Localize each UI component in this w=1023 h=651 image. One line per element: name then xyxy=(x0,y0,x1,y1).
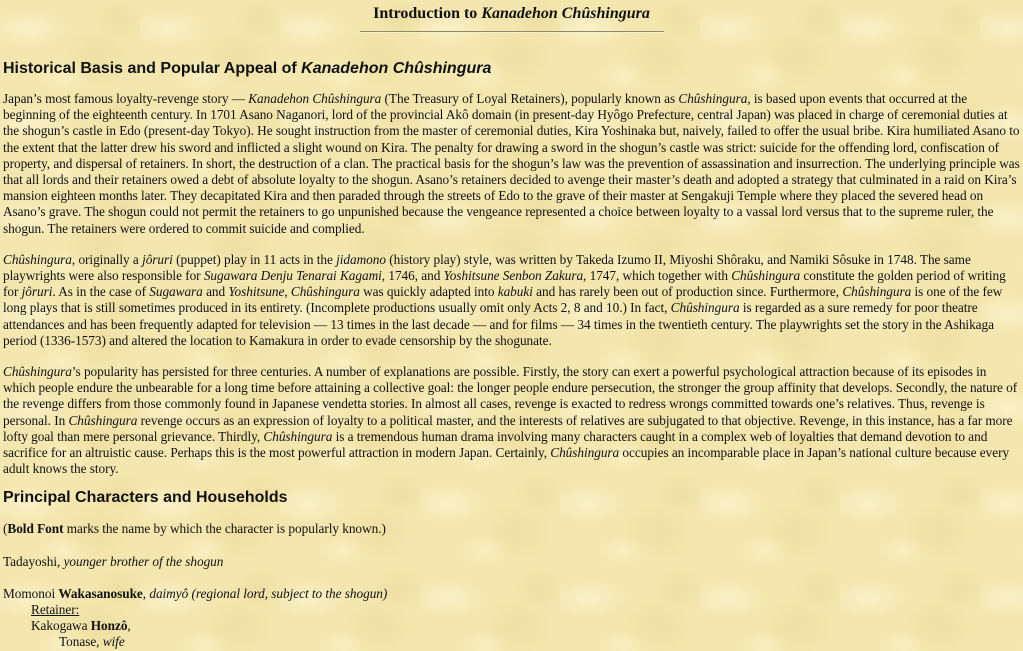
character-tonase: Tonase, wife xyxy=(59,634,125,650)
paragraph-historical-basis: Japan’s most famous loyalty-revenge story — Kanadehon Chûshingura (The Treasury of Loyal Retainers), popularly known as Chûshingura, is based upon events that occurred at the beginning of the eighteenth century. In 1701 Asano Naganori, lord of the provincial Akô domain (in present-day Hyôgo Prefecture, central Japan) was placed in charge of ceremonial duties at the shogun’s castle in Edo (present-day Tokyo). He sought instruction from the master of ceremonial duties, Kira Yoshinaka but, naively, failed to offer the usual bribe. Kira humiliated Asano to the extent that the latter drew his sword and inflicted a slight wound on Kira. The penalty for drawing a sword in the shogun’s castle was strict: suicide for the offending lord, confiscation of property, and dispersal of retainers. In short, the destruction of a clan. The practical basis for the shogun’s law was the prevention of assassination and insurrection. The underlying principle was that all lords and their retainers owed a debt of absolute loyalty to the shogun. Asano’s retainers decided to avenge their master’s death and adopted a strategy that culminated in a raid on Kira’s mansion eighteen months later. They decapitated Kira and then paraded through the streets of Edo to the grave of their master at Sengakuji Temple where they placed the severed head on Asano’s grave. The shogun could not permit the retainers to go unpunished because the vengeance represented a choice between loyalty to a vassal lord versus that to the supreme ruler, the shogun. The retainers were ordered to commit suicide and complied. xyxy=(3,91,1020,236)
bold-font-note: (Bold Font marks the name by which the character is popularly known.) xyxy=(3,521,386,537)
page-title-text: Introduction to xyxy=(373,5,482,22)
page-title-italic: Kanadehon Chûshingura xyxy=(481,5,650,22)
paragraph-popularity: Chûshingura’s popularity has persisted for three centuries. A number of explanations are possible. Firstly, the story can exert a powerful psychological attraction because of its episodes in which people endure the unbearable for a long time before attaining a collective goal: the longer people endure persecution, the stronger the group affinity that develops. Secondly, the nature of the revenge differs from those commonly found in Japanese vendetta stories. In almost all cases, revenge is exacted to redress wrongs committed towards one’s relatives. Thus, revenge is personal. In Chûshingura revenge occurs as an expression of loyalty to a political master, and the interests of relatives are subjugated to that objective. Revenge, in this instance, has a far more lofty goal than mere personal grievance. Thirdly, Chûshingura is a tremendous human drama involving many characters caught in a complex web of loyalties that demand devotion to and sacrifice for an altruistic cause. Perhaps this is the most powerful attraction in modern Japan. Certainly, Chûshingura occupies an incomparable place in Japan’s national culture because every adult knows the story. xyxy=(3,364,1018,477)
character-momonoi: Momonoi Wakasanosuke, daimyô (regional lord, subject to the shogun) xyxy=(3,585,388,601)
heading-italic: Kanadehon Chûshingura xyxy=(301,60,492,77)
household-momonoi xyxy=(3,586,1020,651)
character-tadayoshi: Tadayoshi, younger brother of the shogun xyxy=(3,553,224,569)
character-honzo: Kakogawa Honzô, xyxy=(31,618,131,634)
title-divider xyxy=(360,31,664,33)
retainer-label: Retainer: xyxy=(31,602,80,618)
paragraph-play-origins: Chûshingura, originally a jôruri (puppet) play in 11 acts in the jidamono (history play) style, was written by Takeda Izumo II, Miyoshi Shôraku, and Namiki Sôsuke in 1748. The same playwrights were also responsible for Sugawara Denju Tenarai Kagami, 1746, and Yoshitsune Senbon Zakura, 1747, which together with Chûshingura constitute the golden period of writing for jôruri. As in the case of Sugawara and Yoshitsune, Chûshingura was quickly adapted into kabuki and has rarely been out of production since. Furthermore, Chûshingura is one of the few long plays that is still sometimes produced in its entirety. (Incomplete productions usually omit only Acts 2, 8 and 10.) In fact, Chûshingura is regarded as a sure remedy for poor theatre attendances and has been frequently adapted for television — 13 times in the last decade — and for films — 34 times in the twentieth century. The playwrights set the story in the Ashikaga period (1336-1573) and altered the location to Kamakura in order to evade censorship by the shogunate. xyxy=(3,251,1006,348)
heading-historical-basis xyxy=(3,60,1020,78)
heading-text: Historical Basis and Popular Appeal of xyxy=(3,60,302,77)
page-title xyxy=(3,0,1020,23)
heading-principal-characters: Principal Characters and Households xyxy=(3,489,288,507)
